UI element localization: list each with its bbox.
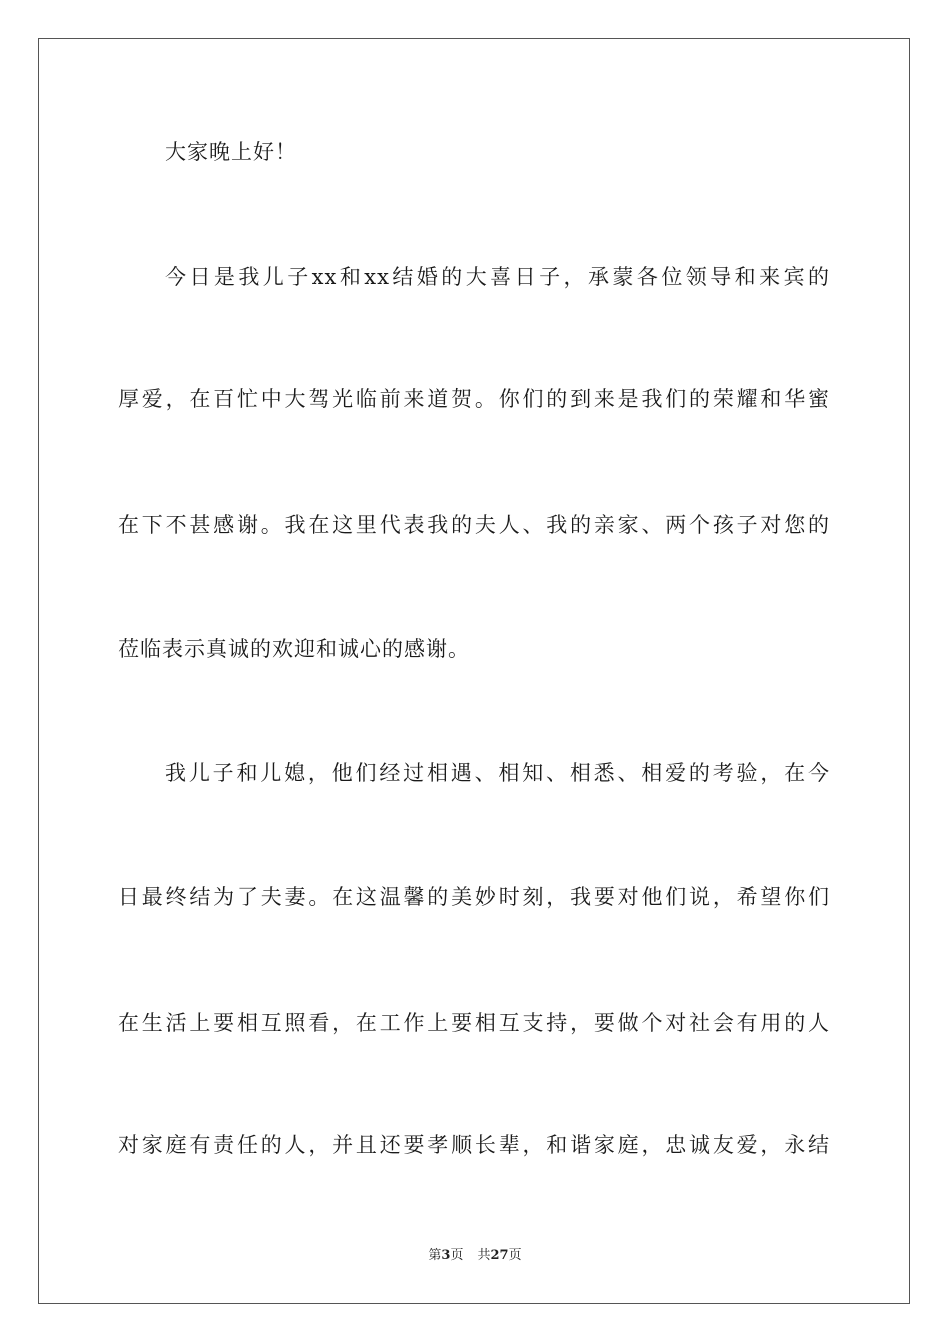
greeting-line: 大家晚上好！ [165, 140, 297, 164]
paragraph-2-line-3: 在生活上要相互照看，在工作上要相互支持，要做个对社会有用的人 [118, 1011, 830, 1035]
paragraph-2-line-4: 对家庭有责任的人，并且还要孝顺长辈，和谐家庭，忠诚友爱，永结 [118, 1133, 830, 1157]
total-page-count: 27 [490, 1248, 509, 1263]
paragraph-2-line-1: 我儿子和儿媳，他们经过相遇、相知、相悉、相爱的考验，在今 [165, 761, 830, 785]
page-border [38, 38, 910, 1304]
paragraph-2-line-2: 日最终结为了夫妻。在这温馨的美妙时刻，我要对他们说，希望你们 [118, 885, 830, 909]
page-prefix: 第 [428, 1248, 442, 1263]
paragraph-1-line-3: 在下不甚感谢。我在这里代表我的夫人、我的亲家、两个孩子对您的 [118, 513, 830, 537]
total-suffix: 页 [508, 1248, 522, 1263]
paragraph-1-line-2: 厚爱，在百忙中大驾光临前来道贺。你们的到来是我们的荣耀和华蜜 [118, 387, 830, 411]
page-footer [0, 1247, 950, 1265]
current-page-number: 3 [441, 1248, 451, 1263]
total-prefix: 共 [477, 1248, 491, 1263]
paragraph-1-line-1: 今日是我儿子xx和xx结婚的大喜日子，承蒙各位领导和来宾的 [165, 265, 830, 289]
page-suffix: 页 [450, 1248, 464, 1263]
paragraph-1-line-4: 莅临表示真诚的欢迎和诚心的感谢。 [118, 637, 470, 661]
